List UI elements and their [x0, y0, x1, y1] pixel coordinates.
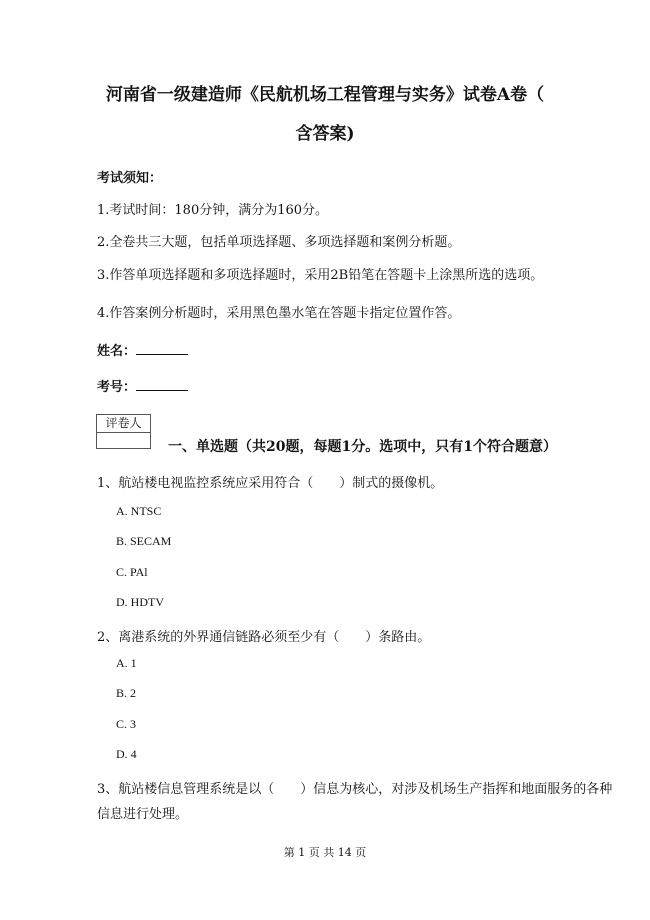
- question-1-option-d: D. HDTV: [116, 595, 164, 609]
- question-1-stem: 1、航站楼电视监控系统应采用符合（ ）制式的摄像机。: [97, 476, 444, 491]
- name-label: 姓名：: [97, 344, 137, 359]
- title-line-1: 河南省一级建造师《民航机场工程管理与实务》试卷A卷（: [105, 85, 545, 105]
- title-line-2: 含答案): [295, 124, 355, 144]
- question-3-stem-line-1: 3、航站楼信息管理系统是以（ ）信息为核心，对涉及机场生产指挥和地面服务的各种: [97, 782, 613, 797]
- question-2-stem: 2、离港系统的外界通信链路必须至少有（ ）条路由。: [97, 630, 431, 645]
- name-blank: [136, 342, 188, 355]
- notice-2: 2.全卷共三大题，包括单项选择题、多项选择题和案例分析题。: [97, 235, 461, 250]
- id-blank: [136, 378, 188, 391]
- question-3-stem-line-2: 信息进行处理。: [97, 807, 189, 822]
- notice-3: 3.作答单项选择题和多项选择题时，采用2B铅笔在答题卡上涂黑所选的选项。: [97, 268, 544, 283]
- question-2-option-b: B. 2: [116, 686, 137, 700]
- notice-heading: 考试须知：: [97, 171, 163, 186]
- question-2-option-c: C. 3: [116, 717, 137, 731]
- section-title: 一、单选题（共20题，每题1分。选项中，只有1个符合题意）: [168, 439, 557, 455]
- notice-1: 1.考试时间：180分钟，满分为160分。: [97, 203, 329, 218]
- grader-label: 评卷人: [97, 415, 150, 433]
- id-label: 考号：: [97, 380, 137, 395]
- id-field: [97, 376, 188, 395]
- question-1-option-b: B. SECAM: [116, 534, 172, 548]
- question-1-option-c: C. PAl: [116, 565, 148, 579]
- question-2-option-d: D. 4: [116, 747, 137, 761]
- grader-box: [96, 414, 151, 449]
- notice-4: 4.作答案例分析题时，采用黑色墨水笔在答题卡指定位置作答。: [97, 306, 461, 321]
- question-2-option-a: A. 1: [116, 656, 137, 670]
- name-field: [97, 340, 188, 359]
- page-footer: 第 1 页 共 14 页: [283, 846, 367, 859]
- question-1-option-a: A. NTSC: [116, 504, 162, 518]
